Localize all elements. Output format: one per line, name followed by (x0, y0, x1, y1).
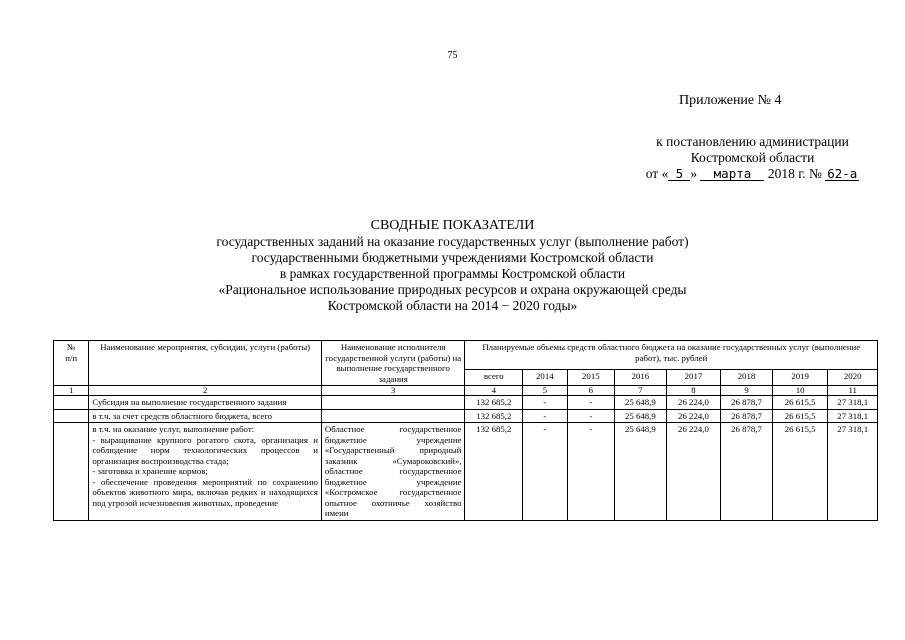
table-row (54, 409, 878, 423)
column-index-row (54, 386, 878, 396)
date-day: 5 (668, 167, 690, 181)
row-number (54, 396, 89, 410)
row-value-2018: 26 878,7 (721, 409, 773, 423)
title-line-1: государственных заданий на оказание государственных услуг (выполнение работ) (216, 234, 689, 249)
row-value-2014: - (523, 423, 567, 521)
approval-date-line (610, 166, 895, 182)
row-value-2020: 27 318,1 (828, 409, 878, 423)
row-value-2014: - (523, 409, 567, 423)
row-value-2020: 27 318,1 (828, 396, 878, 410)
row-event-name: Субсидия на выполнение государственного задания (89, 396, 322, 410)
header-number: № п/п (54, 341, 89, 386)
header-year-2016: 2016 (615, 369, 667, 385)
document-title-block (0, 218, 905, 314)
row-value-2019: 26 615,5 (772, 409, 828, 423)
column-index: 11 (828, 386, 878, 396)
column-index: 7 (615, 386, 667, 396)
header-event-name: Наименование мероприятия, субсидии, услуги (работы) (89, 341, 322, 386)
summary-table (53, 340, 878, 521)
row-value-2019: 26 615,5 (772, 396, 828, 410)
table-row (54, 396, 878, 410)
row-value-2015: - (567, 409, 615, 423)
row-value-2018: 26 878,7 (721, 396, 773, 410)
column-index: 5 (523, 386, 567, 396)
row-executor (321, 409, 465, 423)
date-prefix: от « (645, 166, 669, 181)
row-value-2017: 26 224,0 (666, 396, 721, 410)
document-title: СВОДНЫЕ ПОКАЗАТЕЛИ (370, 218, 535, 233)
date-month: марта (700, 167, 764, 181)
row-executor (321, 396, 465, 410)
column-index: 2 (89, 386, 322, 396)
row-value-2017: 26 224,0 (666, 409, 721, 423)
row-value-2015: - (567, 423, 615, 521)
header-year-total: всего (465, 369, 523, 385)
column-index: 10 (772, 386, 828, 396)
header-planned-volumes: Планируемые объемы средств областного бюджета на оказание государственных услуг (выполнение работ), тыс. рублей (465, 341, 878, 370)
row-value-2018: 26 878,7 (721, 423, 773, 521)
row-event-name: в т.ч. на оказание услуг, выполнение работ: - выращивание крупного рогатого скота, организация и соблюдение норм технологических процессов и организация воспроизводства стада; - заготовка и хранение кормов; - обеспечение проведения мероприятий по сохранению объектов животного мира, включая редких и находящихся под угрозой исчезновения животных, проведение (89, 423, 322, 521)
row-value-2017: 26 224,0 (666, 423, 721, 521)
header-year-2020: 2020 (828, 369, 878, 385)
row-number (54, 423, 89, 521)
row-value-total: 132 685,2 (465, 423, 523, 521)
row-value-2016: 25 648,9 (615, 409, 667, 423)
document-number: 62-а (827, 166, 858, 181)
row-number (54, 409, 89, 423)
column-index: 9 (721, 386, 773, 396)
appendix-title: Приложение № 4 (679, 93, 782, 108)
row-executor: Областное государственное бюджетное учреждение «Государственный природный заказник «Сумароковский», областное государственное бюджетное учреждение «Костромское государственное опытное охотничье хозяйство имени (321, 423, 465, 521)
title-line-2: государственными бюджетными учреждениями Костромской области (251, 250, 654, 265)
row-value-2015: - (567, 396, 615, 410)
row-value-2016: 25 648,9 (615, 396, 667, 410)
header-year-2018: 2018 (721, 369, 773, 385)
header-row-1 (54, 341, 878, 370)
approval-line-2: Костромской области (690, 150, 815, 165)
column-index: 4 (465, 386, 523, 396)
header-year-2017: 2017 (666, 369, 721, 385)
column-index: 6 (567, 386, 615, 396)
header-year-2019: 2019 (772, 369, 828, 385)
row-value-total: 132 685,2 (465, 409, 523, 423)
title-line-3: в рамках государственной программы Костромской области (279, 266, 626, 281)
approval-block (610, 134, 895, 182)
title-line-5: Костромской области на 2014 − 2020 годы» (327, 298, 578, 313)
page-number: 75 (447, 50, 458, 61)
column-index: 8 (666, 386, 721, 396)
row-value-2016: 25 648,9 (615, 423, 667, 521)
header-executor: Наименование исполнителя государственной услуги (работы) на выполнение государственного задания (321, 341, 465, 386)
row-value-2020: 27 318,1 (828, 423, 878, 521)
row-value-2014: - (523, 396, 567, 410)
title-line-4: «Рациональное использование природных ресурсов и охрана окружающей среды (218, 282, 687, 297)
table-row (54, 423, 878, 521)
header-year-2015: 2015 (567, 369, 615, 385)
row-event-name: в т.ч. за счет средств областного бюджета, всего (89, 409, 322, 423)
date-quote-close: » (690, 166, 698, 181)
header-year-2014: 2014 (523, 369, 567, 385)
column-index: 1 (54, 386, 89, 396)
approval-line-1: к постановлению администрации (656, 134, 849, 149)
row-value-2019: 26 615,5 (772, 423, 828, 521)
row-value-total: 132 685,2 (465, 396, 523, 410)
date-year: 2018 г. № (767, 166, 822, 181)
column-index: 3 (321, 386, 465, 396)
